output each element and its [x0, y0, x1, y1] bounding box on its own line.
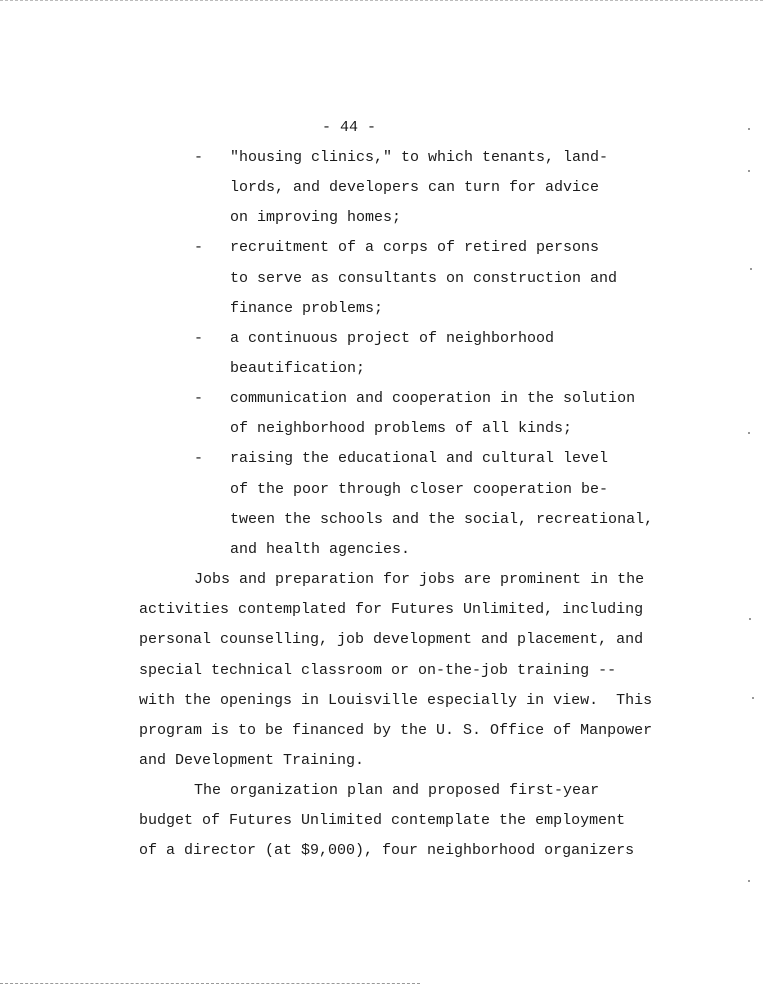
paragraph-line: personal counselling, job development and placement, and	[139, 631, 644, 648]
bullet-text-line: raising the educational and cultural level	[230, 450, 609, 467]
bullet-text-line: on improving homes;	[230, 209, 402, 226]
bullet-text-line: "housing clinics," to which tenants, land-	[230, 149, 609, 166]
bullet-marker: -	[194, 390, 204, 407]
bullet-text-line: to serve as consultants on construction and	[230, 270, 618, 287]
bullet-marker: -	[194, 330, 204, 347]
bullet-text-line: finance problems;	[230, 300, 384, 317]
bullet-text-line: a continuous project of neighborhood	[230, 330, 555, 347]
scan-speck	[750, 268, 752, 270]
bullet-text-line: beautification;	[230, 360, 366, 377]
paragraph-line: of a director (at $9,000), four neighborhood organizers	[139, 842, 635, 859]
bullet-marker: -	[194, 450, 204, 467]
bullet-text-line: of the poor through closer cooperation be-	[230, 481, 609, 498]
paragraph-line: The organization plan and proposed first-year	[194, 782, 600, 799]
bullet-text-line: lords, and developers can turn for advice	[230, 179, 600, 196]
paragraph-line: with the openings in Louisville especially in view. This	[139, 692, 653, 709]
paragraph-line: and Development Training.	[139, 752, 365, 769]
paragraph-line: Jobs and preparation for jobs are prominent in the	[194, 571, 645, 588]
bullet-text-line: and health agencies.	[230, 541, 411, 558]
scan-speck	[748, 432, 750, 434]
bullet-text-line: communication and cooperation in the solution	[230, 390, 636, 407]
bullet-marker: -	[194, 149, 204, 166]
scan-speck	[749, 618, 751, 620]
page-number: - 44 -	[322, 119, 377, 136]
bullet-marker: -	[194, 239, 204, 256]
scan-speck	[748, 880, 750, 882]
scan-speck	[748, 128, 750, 130]
paragraph-line: activities contemplated for Futures Unlimited, including	[139, 601, 644, 618]
paragraph-line: program is to be financed by the U. S. Office of Manpower	[139, 722, 653, 739]
scan-edge-top	[0, 0, 763, 1]
bullet-text-line: of neighborhood problems of all kinds;	[230, 420, 573, 437]
scan-speck	[752, 697, 754, 699]
paragraph-line: budget of Futures Unlimited contemplate the employment	[139, 812, 626, 829]
paragraph-line: special technical classroom or on-the-job training --	[139, 662, 617, 679]
bullet-text-line: recruitment of a corps of retired persons	[230, 239, 600, 256]
scan-speck	[748, 170, 750, 172]
bullet-text-line: tween the schools and the social, recreational,	[230, 511, 654, 528]
scan-edge-bottom	[0, 983, 420, 984]
